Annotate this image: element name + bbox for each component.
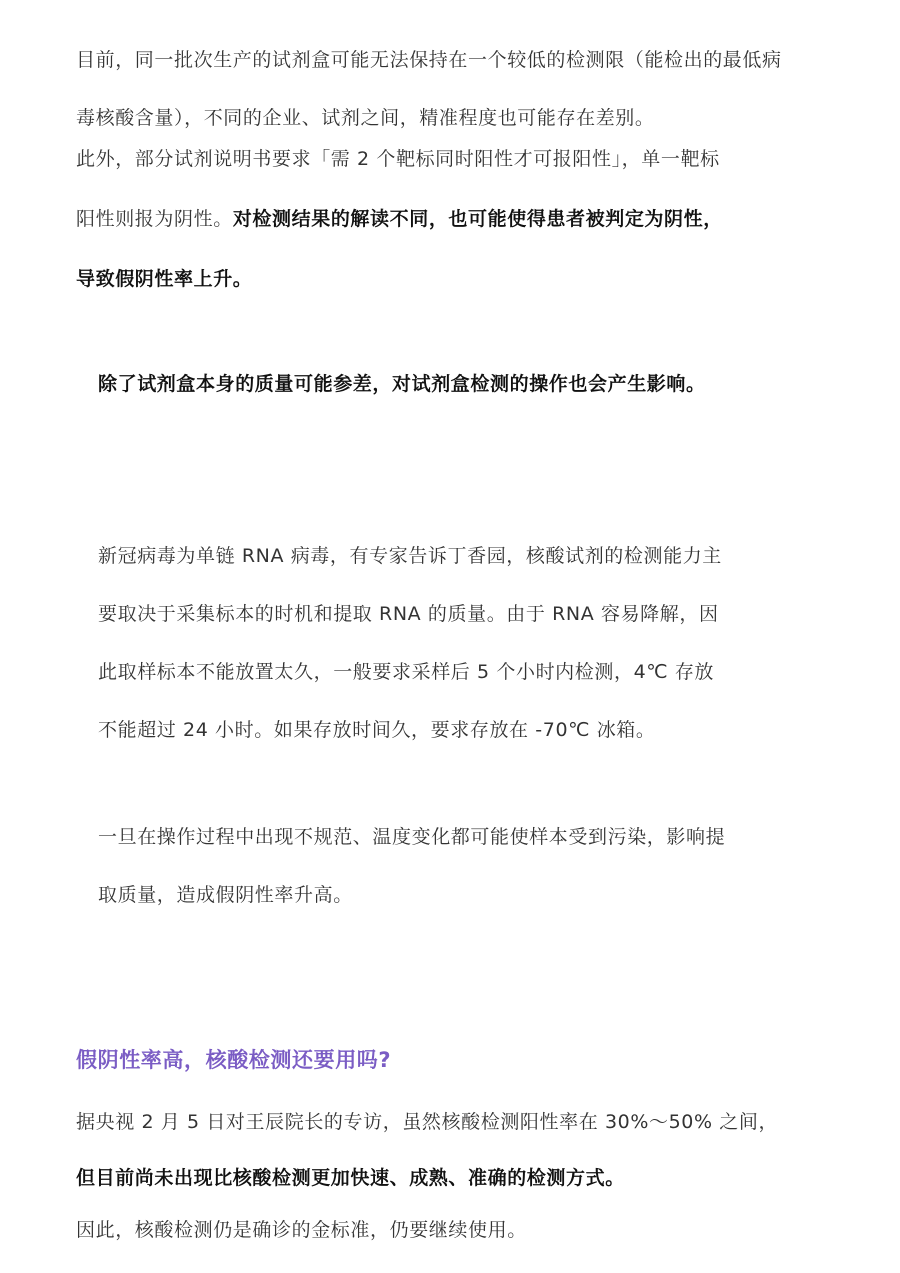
paragraph-line: 取质量，造成假阴性率升高。 — [98, 884, 353, 906]
paragraph-interview — [76, 1094, 778, 1206]
paragraph-contamination — [98, 808, 725, 924]
bold-emphasis-line: 导致假阴性率上升。 — [76, 268, 253, 290]
paragraph-line: 据央视 2 月 5 日对王辰院长的专访，虽然核酸检测阳性率在 30%～50% 之间， — [76, 1111, 779, 1133]
paragraph-text: 阳性则报为阴性。 — [76, 208, 233, 230]
paragraph-operation-impact — [98, 355, 706, 413]
paragraph-line: 此外，部分试剂说明书要求「需 2 个靶标同时阳性才可报阳性」，单一靶标 — [76, 148, 720, 170]
bold-emphasis-line: 但目前尚未出现比核酸检测更加快速、成熟、准确的检测方式。 — [76, 1167, 625, 1189]
bold-emphasis-text: 对检测结果的解读不同，也可能使得患者被判定为阴性， — [232, 208, 723, 230]
paragraph-line: 因此，核酸检测仍是确诊的金标准，仍要继续使用。 — [76, 1219, 527, 1241]
paragraph-line: 新冠病毒为单链 RNA 病毒，有专家告诉丁香园，核酸试剂的检测能力主 — [98, 545, 722, 567]
paragraph-line: 目前，同一批次生产的试剂盒可能无法保持在一个较低的检测限（能检出的最低病 — [76, 49, 782, 71]
paragraph-reagent-instructions — [76, 129, 723, 309]
paragraph-line: 一旦在操作过程中出现不规范、温度变化都可能使样本受到污染，影响提 — [98, 826, 726, 848]
paragraph-conclusion — [76, 1202, 527, 1258]
paragraph-line: 要取决于采集标本的时机和提取 RNA 的质量。由于 RNA 容易降解，因 — [98, 603, 719, 625]
paragraph-line — [76, 189, 723, 249]
paragraph-rna-sampling — [98, 527, 722, 759]
paragraph-line: 不能超过 24 小时。如果存放时间久，要求存放在 -70℃ 冰箱。 — [98, 719, 656, 741]
bold-emphasis-line: 除了试剂盒本身的质量可能参差，对试剂盒检测的操作也会产生影响。 — [98, 373, 706, 395]
section-heading: 假阴性率高，核酸检测还要用吗? — [76, 1048, 392, 1072]
paragraph-line: 此取样标本不能放置太久，一般要求采样后 5 个小时内检测，4℃ 存放 — [98, 661, 715, 683]
paragraph-line: 毒核酸含量），不同的企业、试剂之间，精准程度也可能存在差别。 — [76, 107, 655, 129]
